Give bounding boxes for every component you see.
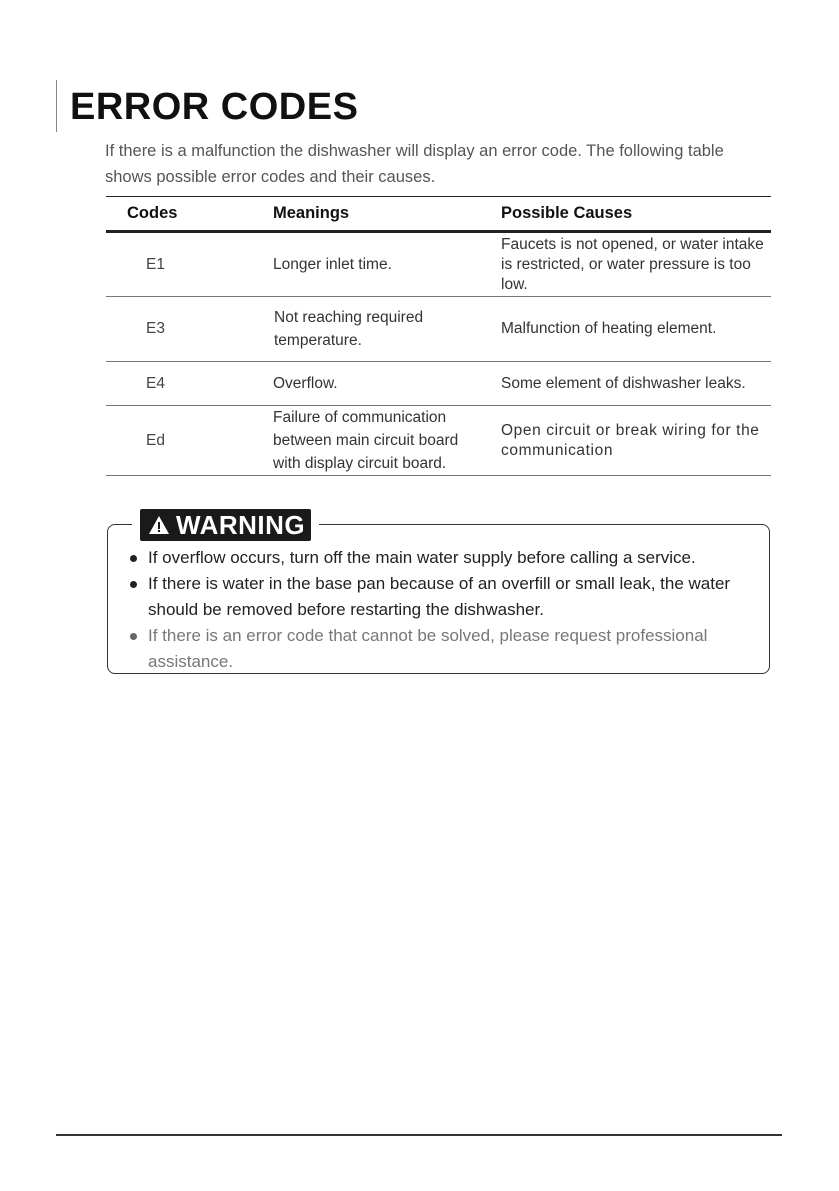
row-meaning: Overflow. xyxy=(273,362,501,406)
table-row xyxy=(106,297,771,362)
footer-divider xyxy=(56,1134,782,1136)
warning-label xyxy=(140,509,311,541)
row-cause-text: Open circuit or break wiring for the communication xyxy=(501,421,760,459)
warning-triangle-icon xyxy=(148,515,170,535)
warning-box xyxy=(107,509,770,674)
row-cause xyxy=(501,406,771,476)
list-item xyxy=(122,571,752,623)
intro-paragraph: If there is a malfunction the dishwasher will display an error code. The following table shows possible error codes and their causes. xyxy=(105,142,724,186)
warning-label-text: WARNING xyxy=(176,509,306,540)
table-row xyxy=(106,362,771,406)
header-codes: Codes xyxy=(106,197,273,232)
bullet-icon xyxy=(130,633,137,640)
row-meaning-text: Not reaching required temperature. xyxy=(274,309,424,349)
row-cause: Malfunction of heating element. xyxy=(501,297,771,362)
warning-item-text: If overflow occurs, turn off the main water supply before calling a service. xyxy=(148,548,696,567)
row-code: Ed xyxy=(106,406,273,476)
warning-item-text: If there is water in the base pan because of an overfill or small leak, the water should be removed before restarting the dishwasher. xyxy=(148,574,731,619)
row-cause: Some element of dishwasher leaks. xyxy=(501,362,771,406)
page-title: ERROR CODES xyxy=(70,86,359,128)
title-accent-line xyxy=(56,80,57,132)
row-meaning xyxy=(273,297,501,362)
row-cause: Faucets is not opened, or water intake is restricted, or water pressure is too low. xyxy=(501,232,771,297)
table-row xyxy=(106,406,771,476)
header-possible-causes: Possible Causes xyxy=(501,197,771,232)
row-code: E4 xyxy=(106,362,273,406)
list-item xyxy=(122,545,752,571)
row-code: E3 xyxy=(106,297,273,362)
bullet-icon xyxy=(130,555,137,562)
header-meanings: Meanings xyxy=(273,197,501,232)
warning-list xyxy=(122,545,752,675)
list-item xyxy=(122,623,752,675)
bullet-icon xyxy=(130,581,137,588)
table-row xyxy=(106,232,771,297)
row-meaning: Longer inlet time. xyxy=(273,232,501,297)
row-meaning-text: Failure of communication between main circuit board with display circuit board. xyxy=(273,409,459,472)
error-codes-table xyxy=(106,196,771,476)
warning-label-wrap xyxy=(132,509,319,541)
table-header-row xyxy=(106,197,771,232)
warning-item-text: If there is an error code that cannot be solved, please request professional assistance. xyxy=(148,626,708,671)
row-meaning xyxy=(273,406,501,476)
row-code: E1 xyxy=(106,232,273,297)
